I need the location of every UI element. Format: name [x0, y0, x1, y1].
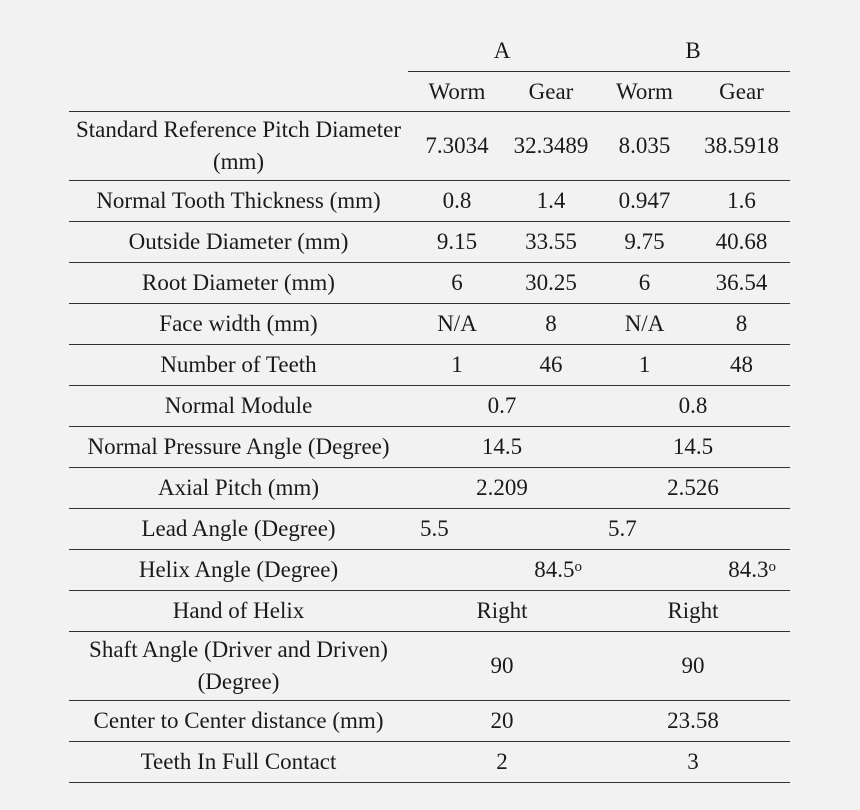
cell-value: 32.3489	[506, 112, 596, 181]
cell-value: 2.526	[596, 468, 790, 509]
row-label-lead-angle: Lead Angle (Degree)	[69, 509, 408, 550]
cell-value: 1	[596, 345, 693, 386]
cell-value: 5.5	[408, 509, 596, 550]
cell-value: 46	[506, 345, 596, 386]
row-label-pitch-diameter: Standard Reference Pitch Diameter (mm)	[69, 112, 408, 181]
row-label-root-diameter: Root Diameter (mm)	[69, 263, 408, 304]
cell-value: 0.947	[596, 181, 693, 222]
table-row	[69, 222, 790, 263]
cell-value: 90	[596, 632, 790, 701]
subheader-row	[69, 72, 790, 112]
cell-value: Right	[408, 591, 596, 632]
subheader-blank	[69, 72, 408, 112]
cell-value: 30.25	[506, 263, 596, 304]
table-row	[69, 345, 790, 386]
row-label-hand-of-helix: Hand of Helix	[69, 591, 408, 632]
subheader-a-worm: Worm	[408, 72, 506, 112]
table-row	[69, 550, 790, 591]
cell-value: 0.7	[408, 386, 596, 427]
subheader-b-gear: Gear	[693, 72, 790, 112]
cell-value: 0.8	[596, 386, 790, 427]
table-row	[69, 386, 790, 427]
cell-value	[596, 550, 790, 591]
helix-angle-a: 84.5	[534, 557, 575, 582]
cell-value: 3	[596, 742, 790, 783]
table-row	[69, 427, 790, 468]
cell-value	[408, 550, 596, 591]
cell-value: 5.7	[596, 509, 790, 550]
cell-value: 6	[408, 263, 506, 304]
group-header-a: A	[493, 37, 511, 63]
table-row	[69, 632, 790, 701]
subheader-b-worm: Worm	[596, 72, 693, 112]
table-row	[69, 112, 790, 181]
cell-value: 2.209	[408, 468, 596, 509]
cell-value: 8	[693, 304, 790, 345]
row-label-center-distance: Center to Center distance (mm)	[69, 701, 408, 742]
table-row	[69, 591, 790, 632]
row-label-axial-pitch: Axial Pitch (mm)	[69, 468, 408, 509]
cell-value: 6	[596, 263, 693, 304]
cell-value: 7.3034	[408, 112, 506, 181]
cell-value: 1.6	[693, 181, 790, 222]
cell-value: 2	[408, 742, 596, 783]
row-label-shaft-angle: Shaft Angle (Driver and Driven) (Degree)	[69, 632, 408, 701]
subheader-a-gear: Gear	[506, 72, 596, 112]
group-header-b: B	[685, 37, 701, 63]
row-label-tooth-thickness: Normal Tooth Thickness (mm)	[69, 181, 408, 222]
cell-value: 20	[408, 701, 596, 742]
row-label-number-of-teeth: Number of Teeth	[69, 345, 408, 386]
degree-superscript: o	[768, 559, 776, 575]
cell-value: 40.68	[693, 222, 790, 263]
row-label-pressure-angle: Normal Pressure Angle (Degree)	[69, 427, 408, 468]
cell-value: 9.75	[596, 222, 693, 263]
cell-value: 8	[506, 304, 596, 345]
cell-value: Right	[596, 591, 790, 632]
cell-value: 14.5	[596, 427, 790, 468]
table-row	[69, 263, 790, 304]
cell-value: 36.54	[693, 263, 790, 304]
table-row	[69, 509, 790, 550]
cell-value: N/A	[408, 304, 506, 345]
cell-value: 14.5	[408, 427, 596, 468]
row-label-normal-module: Normal Module	[69, 386, 408, 427]
cell-value: 9.15	[408, 222, 506, 263]
table-row	[69, 742, 790, 783]
row-label-face-width: Face width (mm)	[69, 304, 408, 345]
degree-superscript: o	[574, 559, 582, 575]
cell-value: 90	[408, 632, 596, 701]
gear-spec-table	[69, 30, 790, 783]
cell-value: 23.58	[596, 701, 790, 742]
table-row	[69, 181, 790, 222]
cell-value: 38.5918	[693, 112, 790, 181]
cell-value: 48	[693, 345, 790, 386]
table-row	[69, 701, 790, 742]
cell-value: 8.035	[596, 112, 693, 181]
cell-value: 1.4	[506, 181, 596, 222]
corner-cell	[69, 30, 408, 72]
table-row	[69, 304, 790, 345]
table-row	[69, 468, 790, 509]
cell-value: N/A	[596, 304, 693, 345]
cell-value: 0.8	[408, 181, 506, 222]
group-header-row	[69, 30, 790, 72]
cell-value: 33.55	[506, 222, 596, 263]
row-label-helix-angle: Helix Angle (Degree)	[69, 550, 408, 591]
row-label-outside-diameter: Outside Diameter (mm)	[69, 222, 408, 263]
row-label-teeth-contact: Teeth In Full Contact	[69, 742, 408, 783]
helix-angle-b: 84.3	[728, 557, 769, 582]
cell-value: 1	[408, 345, 506, 386]
